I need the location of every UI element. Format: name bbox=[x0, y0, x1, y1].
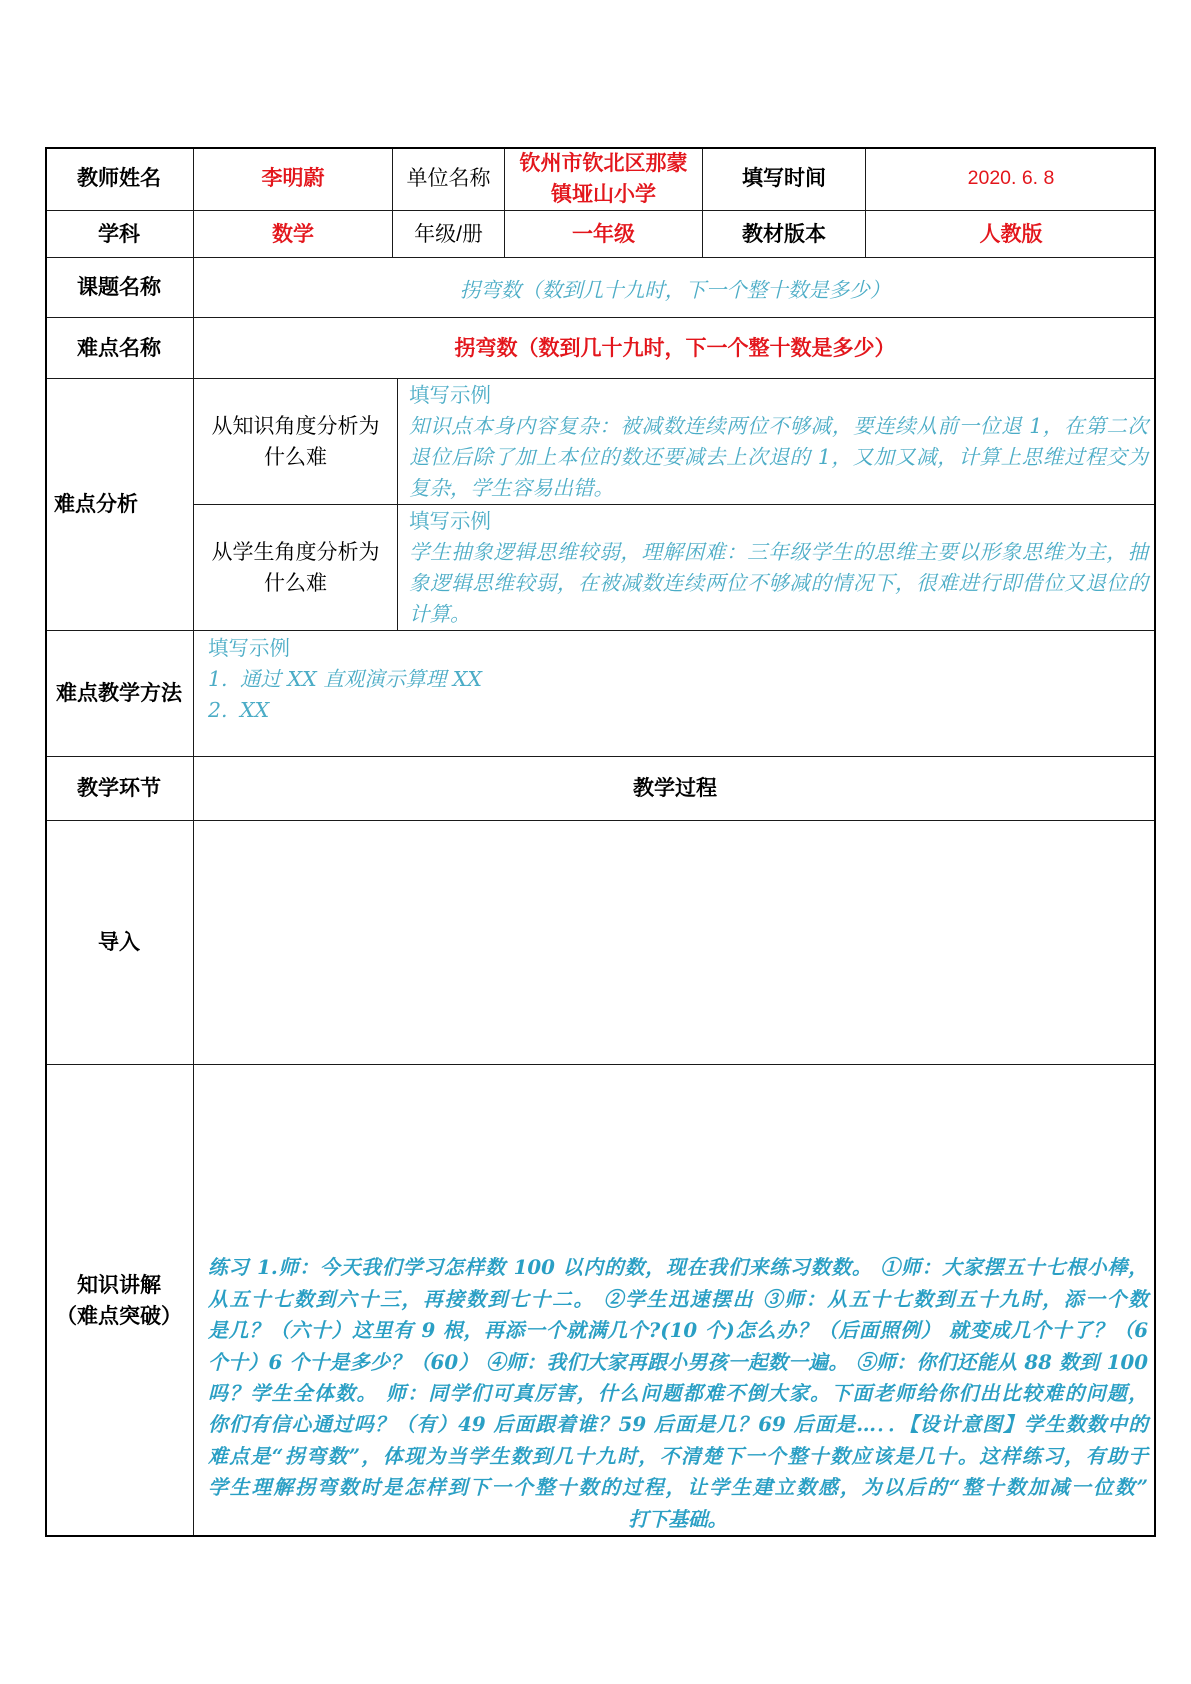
student-text-line: 象逻辑思维较弱，在被减数连续两位不够减的情况下，很难进行即借位又退位的 bbox=[409, 571, 1148, 595]
knowledge-angle-content bbox=[398, 379, 1156, 505]
method-item-text: XX bbox=[240, 698, 270, 722]
explanation-text-line: 吗？学生全体数。 师：同学们可真厉害，什么问题都难不倒大家。下面老师给你们出比较难的问题， bbox=[208, 1380, 1148, 1405]
method-item bbox=[208, 695, 1148, 726]
explanation-text-line: 学生理解拐弯数时是怎样到下一个整十数的过程，让学生建立数感，为以后的“整十数加减一位数” bbox=[208, 1475, 1148, 1500]
explanation-label-line: （难点突破） bbox=[56, 1305, 182, 1328]
knowledge-text-line: 复杂，学生容易出错。 bbox=[409, 476, 614, 500]
textbook-edition-value: 人教版 bbox=[866, 211, 1156, 258]
student-angle-label: 从学生角度分析为什么难 bbox=[211, 540, 380, 595]
grade-value: 一年级 bbox=[505, 211, 703, 258]
example-tag: 填写示例 bbox=[409, 509, 491, 533]
explanation-label-line: 知识讲解 bbox=[77, 1274, 161, 1297]
explanation-label bbox=[56, 1270, 182, 1332]
explanation-text-line: 练习 1.师：今天我们学习怎样数 100 以内的数，现在我们来练习数数。 ①师：大家摆五十七根小棒， bbox=[208, 1255, 1148, 1280]
explanation-text-line: 从五十七数到六十三，再接数到七十二。 ②学生迅速摆出 ③师：从五十七数到五十九时，添一个数 bbox=[208, 1286, 1148, 1311]
student-angle-label-cell bbox=[194, 505, 398, 631]
topic-label: 课题名称 bbox=[45, 258, 194, 318]
explanation-text-line: 难点是“拐弯数”，体现为当学生数到几十九时，不清楚下一个整十数应该是几十。这样练习，有助于 bbox=[208, 1443, 1148, 1468]
grade-label: 年级/册 bbox=[393, 211, 505, 258]
explanation-text-line: 你们有信心通过吗？（有）49 后面跟着谁？59 后面是几？69 后面是…．．【设计意图】学生数数中的 bbox=[208, 1412, 1148, 1437]
unit-name-value: 钦州市钦北区那蒙镇垭山小学 bbox=[519, 151, 688, 206]
explanation-label-cell bbox=[45, 1065, 194, 1537]
knowledge-text-line: 知识点本身内容复杂：被减数连续两位不够减，要连续从前一位退 1，在第二次 bbox=[409, 414, 1148, 438]
teaching-method-content bbox=[194, 631, 1156, 757]
method-item-number: 1. bbox=[208, 667, 228, 691]
teacher-name-value: 李明蔚 bbox=[194, 147, 393, 211]
example-tag: 填写示例 bbox=[208, 636, 290, 660]
student-text-line: 计算。 bbox=[409, 602, 471, 626]
subject-label: 学科 bbox=[45, 211, 194, 258]
fill-date-label: 填写时间 bbox=[703, 147, 866, 211]
textbook-edition-label: 教材版本 bbox=[703, 211, 866, 258]
fill-date-value: 2020. 6. 8 bbox=[866, 147, 1156, 211]
intro-content-cell bbox=[194, 821, 1156, 1065]
knowledge-angle-label: 从知识角度分析为什么难 bbox=[211, 414, 380, 469]
explanation-content bbox=[194, 1065, 1156, 1537]
difficulty-value: 拐弯数（数到几十九时，下一个整十数是多少） bbox=[194, 318, 1156, 379]
unit-name-label: 单位名称 bbox=[393, 147, 505, 211]
explanation-text-line: 个十）6 个十是多少？（60） ④师：我们大家再跟小男孩一起数一遍。 ⑤师：你们还能从 88 数到 100 bbox=[208, 1349, 1148, 1374]
teacher-name-label: 教师姓名 bbox=[45, 147, 194, 211]
method-item-number: 2. bbox=[208, 698, 228, 722]
knowledge-text-line: 退位后除了加上本位的数还要减去上次退的 1，又加又减，计算上思维过程交为 bbox=[409, 445, 1148, 469]
explanation-text-line: 打下基础。 bbox=[628, 1506, 728, 1531]
topic-value: 拐弯数（数到几十九时，下一个整十数是多少） bbox=[194, 258, 1156, 318]
subject-value: 数学 bbox=[194, 211, 393, 258]
explanation-text-line: 是几？（六十）这里有 9 根，再添一个就满几个?(10 个)怎么办？（后面照例） 就变成几个十了？（6 bbox=[208, 1318, 1148, 1343]
teaching-process-header: 教学过程 bbox=[194, 757, 1156, 821]
example-tag: 填写示例 bbox=[409, 383, 491, 407]
knowledge-angle-label-cell bbox=[194, 379, 398, 505]
teaching-method-label: 难点教学方法 bbox=[45, 631, 194, 757]
teaching-stage-header: 教学环节 bbox=[45, 757, 194, 821]
student-text-line: 学生抽象逻辑思维较弱，理解困难：三年级学生的思维主要以形象思维为主，抽 bbox=[409, 540, 1148, 564]
method-item-text: 通过 XX 直观演示算理 XX bbox=[240, 667, 482, 691]
student-angle-content bbox=[398, 505, 1156, 631]
method-item bbox=[208, 664, 1148, 695]
unit-name-cell bbox=[505, 147, 703, 211]
intro-label: 导入 bbox=[45, 821, 194, 1065]
analysis-label: 难点分析 bbox=[45, 379, 194, 631]
difficulty-label: 难点名称 bbox=[45, 318, 194, 379]
